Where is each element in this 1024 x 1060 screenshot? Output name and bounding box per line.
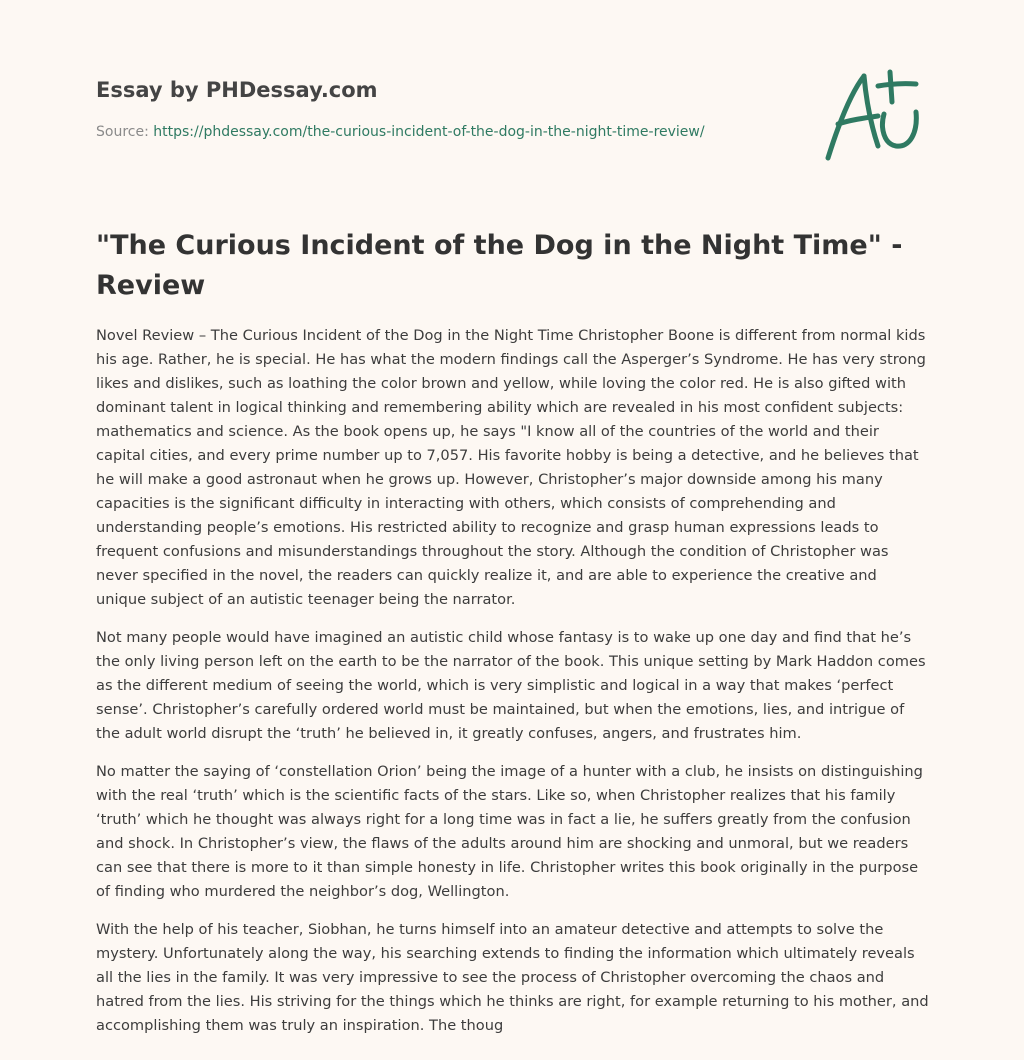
page-header (96, 74, 796, 142)
source-line (96, 122, 796, 142)
essay-paragraph: Novel Review – The Curious Incident of the Dog in the Night Time Christopher Boone is different from normal kids his age. Rather, he is special. He has what the modern findings call the Asperger’s Syndrome. He has very strong likes and dislikes, such as loathing the color brown and yellow, while loving the color red. He is also gifted with dominant talent in logical thinking and remembering ability which are revealed in his most confident subjects: mathematics and science. As the book opens up, he says "I know all of the countries of the world and their capital cities, and every prime number up to 7,057. His favorite hobby is being a detective, and he believes that he will make a good astronaut when he grows up. However, Christopher’s major downside among his many capacities is the significant difficulty in interacting with others, which consists of comprehending and understanding people’s emotions. His restricted ability to recognize and grasp human expressions leads to frequent confusions and misunderstandings throughout the story. Although the condition of Christopher was never specified in the novel, the readers can quickly realize it, and are able to experience the creative and unique subject of an autistic teenager being the narrator. (96, 327, 926, 608)
essay-paragraph: With the help of his teacher, Siobhan, he turns himself into an amateur detective and attempts to solve the mystery. Unfortunately along the way, his searching extends to finding the information which ultimately reveals all the lies in the family. It was very impressive to see the process of Christopher overcoming the chaos and hatred from the lies. His striving for the things which he thinks are right, for example returning to his mother, and accomplishing them was truly an inspiration. The thoug (96, 921, 929, 1034)
site-title: Essay by PHDessay.com (96, 78, 378, 102)
source-label: Source: (96, 124, 154, 140)
essay-paragraph: Not many people would have imagined an autistic child whose fantasy is to wake up one day and find that he’s the only living person left on the earth to be the narrator of the book. This unique setting by Mark Haddon comes as the different medium of seeing the world, which is very simplistic and logical in a way that makes ‘perfect sense’. Christopher’s carefully ordered world must be maintained, but when the emotions, lies, and intrigue of the adult world disrupt the ‘truth’ he believed in, it greatly confuses, angers, and frustrates him. (96, 629, 926, 742)
essay-paragraph: No matter the saying of ‘constellation Orion’ being the image of a hunter with a club, he insists on distinguishing with the real ‘truth’ which is the scientific facts of the stars. Like so, when Christopher realizes that his family ‘truth’ which he thought was always right for a long time was in fact a lie, he suffers greatly from the confusion and shock. In Christopher’s view, the flaws of the adults around him are shocking and unmoral, but we readers can see that there is more to it than simple honesty in life. Christopher writes this book originally in the purpose of finding who murdered the neighbor’s dog, Wellington. (96, 763, 923, 900)
source-link[interactable]: https://phdessay.com/the-curious-incident-of-the-dog-in-the-night-time-review/ (153, 124, 705, 140)
a-plus-logo-icon (820, 66, 930, 166)
essay-body (96, 324, 930, 1052)
essay-title: "The Curious Incident of the Dog in the Night Time" - Review (96, 230, 903, 301)
